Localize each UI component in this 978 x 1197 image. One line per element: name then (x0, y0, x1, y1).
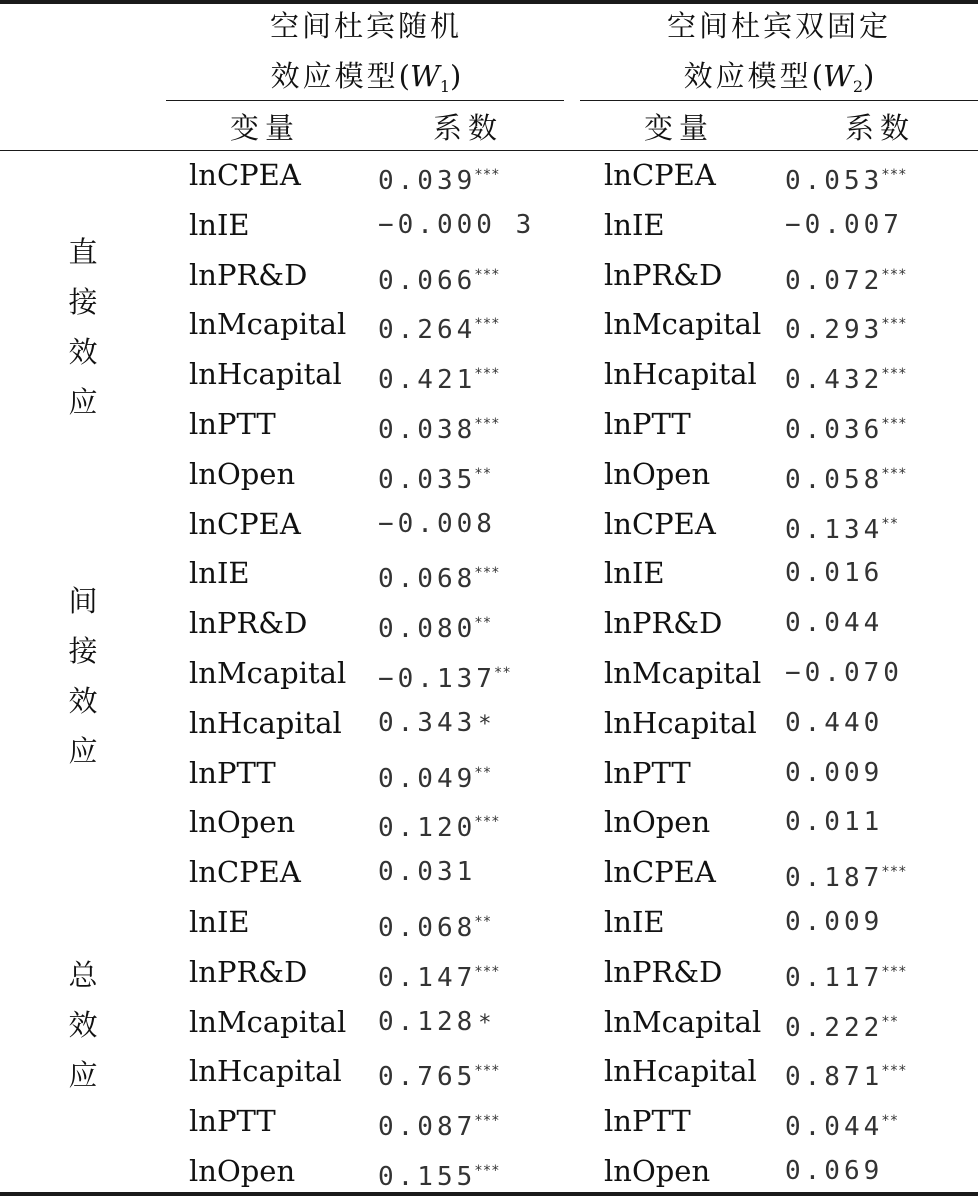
model1-header-rule (166, 100, 564, 101)
model1-coefficient-cell (378, 1005, 492, 1041)
model2-coefficient-value: 0.072 (785, 265, 884, 296)
table-row (0, 648, 978, 698)
model2-variable-cell: lnPTT (604, 1104, 691, 1139)
model1-variable-cell: lnHcapital (189, 1054, 342, 1089)
model1-coefficient-cell (378, 507, 496, 541)
model2-header-rule (580, 100, 978, 101)
model2-coefficient-cell (785, 905, 883, 939)
model1-coefficient-cell (378, 805, 500, 845)
model2-coefficient-cell (785, 656, 903, 690)
model1-coefficient-value: −0.000 3 (378, 209, 536, 240)
model2-coefficient-value: 0.011 (785, 807, 884, 838)
model2-weight-subscript: 2 (852, 77, 863, 96)
model1-significance-marker: ** (474, 465, 492, 482)
model2-coefficient-cell (785, 258, 907, 298)
model2-coefficient-cell (785, 507, 898, 547)
model1-significance-marker: *** (474, 1063, 500, 1080)
model1-coefficient-value: 0.765 (378, 1062, 477, 1093)
model2-coefficient-value: 0.016 (785, 558, 884, 589)
model2-variable-cell: lnPR&D (604, 606, 723, 641)
model1-coefficient-value: 0.066 (378, 265, 477, 296)
model1-variable-cell: lnHcapital (189, 357, 342, 392)
model2-variable-cell: lnMcapital (604, 656, 762, 690)
model1-coefficient-value: 0.068 (378, 564, 477, 595)
model1-coefficient-cell (378, 855, 476, 889)
model1-variable-cell: lnOpen (189, 1154, 296, 1188)
table-row (0, 1146, 978, 1196)
model2-variable-cell: lnMcapital (604, 1004, 762, 1039)
table-row (0, 449, 978, 499)
model1-coefficient-cell (378, 158, 500, 198)
model2-variable-cell: lnHcapital (604, 357, 757, 392)
model1-coefficient-value: 0.343 (378, 707, 477, 738)
table-row (0, 349, 978, 399)
model1-coefficient-value: 0.080 (378, 614, 477, 645)
model1-coefficient-cell (378, 258, 500, 298)
model2-coefficient-value: 0.222 (785, 1012, 884, 1043)
model1-variable-cell: lnCPEA (189, 506, 301, 541)
model1-coefficient-value: 0.031 (378, 857, 477, 888)
model1-coefficient-cell (378, 1104, 500, 1144)
model2-coefficient-cell (785, 208, 903, 242)
model1-significance-marker: *** (474, 814, 500, 831)
model1-significance-marker: ** (474, 764, 492, 781)
model2-variable-cell: lnCPEA (604, 855, 716, 890)
model1-title-line2: 效应模型$(W_1)$ (270, 59, 462, 96)
model2-coefficient-value: 0.044 (785, 1112, 884, 1143)
model1-variable-cell: lnPR&D (189, 257, 308, 292)
model1-coefficient-value: 0.087 (378, 1112, 477, 1143)
effect-group-label-char: 效 (68, 683, 98, 718)
model2-coefficient-value: 0.044 (785, 608, 884, 639)
model2-title-line2: 效应模型$(W_2)$ (683, 59, 875, 96)
model1-significance-marker: *** (474, 963, 500, 980)
model2-variable-cell: lnHcapital (604, 1054, 757, 1089)
model2-coefficient-value: 0.293 (785, 315, 884, 346)
model2-variable-cell: lnIE (604, 905, 665, 939)
model2-variable-cell: lnPR&D (604, 257, 723, 292)
model1-title-line1: 空间杜宾随机 (269, 9, 462, 43)
model2-coefficient-cell (785, 556, 883, 590)
model1-variable-cell: lnMcapital (189, 656, 347, 690)
model2-coefficient-cell (785, 855, 907, 895)
model2-coefficient-cell (785, 307, 907, 347)
model1-coefficient-cell (378, 407, 500, 447)
model1-variable-cell: lnIE (189, 905, 250, 939)
effect-group-label-char: 应 (68, 1057, 98, 1092)
model1-variable-cell: lnPTT (189, 1104, 276, 1139)
model1-significance-marker: * (478, 1010, 492, 1036)
model1-coefficient-cell (378, 208, 535, 242)
table-row (0, 748, 978, 798)
model1-significance-marker: *** (474, 316, 500, 333)
model1-variable-cell: lnPR&D (189, 606, 308, 641)
model1-variable-header: 变量 (229, 111, 300, 145)
table-bottom-rule (0, 1192, 978, 1196)
model2-variable-cell: lnOpen (604, 456, 711, 491)
model1-coefficient-value: 0.039 (378, 166, 477, 196)
model2-coefficient-value: 0.440 (785, 707, 884, 738)
effect-group-label-char: 应 (68, 385, 98, 420)
model2-variable-cell: lnCPEA (604, 506, 716, 541)
model1-coefficient-cell (378, 706, 492, 742)
table-row (0, 947, 978, 997)
effect-group-label-char: 接 (68, 633, 98, 668)
model2-coefficient-cell (785, 756, 883, 790)
model1-significance-marker: *** (474, 1113, 500, 1130)
model1-variable-cell: lnPTT (189, 407, 276, 441)
model2-significance-marker: ** (881, 1013, 899, 1030)
effect-group-label (60, 576, 106, 776)
model2-significance-marker: *** (881, 416, 907, 432)
model1-weight: W (410, 59, 440, 93)
table-row (0, 299, 978, 349)
model1-significance-marker: ** (474, 615, 492, 632)
model1-variable-cell: lnMcapital (189, 1004, 347, 1039)
table-row (0, 399, 978, 449)
model1-coefficient-cell (378, 756, 491, 796)
model1-variable-cell: lnCPEA (189, 158, 301, 192)
model2-coefficient-value: 0.134 (785, 514, 884, 545)
model2-coefficient-value: 0.117 (785, 962, 884, 993)
model2-coefficient-cell (785, 955, 907, 995)
model2-coefficient-value: 0.036 (785, 415, 884, 445)
model1-variable-cell: lnIE (189, 207, 250, 242)
model2-title-text: 效应模型 (683, 59, 812, 93)
model2-variable-cell: lnCPEA (604, 158, 716, 192)
model1-significance-marker: *** (474, 266, 500, 283)
model1-coefficient-cell (378, 656, 511, 696)
table-row (0, 150, 978, 200)
table-row (0, 897, 978, 947)
model1-coefficient-cell (378, 606, 491, 646)
model2-variable-cell: lnOpen (604, 1154, 711, 1188)
model2-coefficient-value: 0.009 (785, 907, 884, 937)
table-row (0, 598, 978, 648)
model2-coefficient-cell (785, 357, 907, 397)
model2-variable-cell: lnOpen (604, 805, 711, 840)
model1-significance-marker: *** (474, 565, 500, 582)
effect-group-label-char: 效 (68, 1007, 98, 1042)
model1-coefficient-cell (378, 955, 500, 995)
effect-group-label (60, 227, 106, 427)
model2-variable-cell: lnHcapital (604, 705, 757, 740)
model1-coefficient-value: 0.035 (378, 464, 477, 495)
model1-coefficient-cell (378, 357, 500, 397)
table-row (0, 1046, 978, 1096)
model2-coefficient-cell (785, 1154, 883, 1188)
model2-coefficient-value: 0.009 (785, 757, 884, 788)
model1-significance-marker: *** (474, 1163, 500, 1179)
model2-coefficient-cell (785, 457, 907, 497)
model1-coefficient-cell (378, 457, 491, 497)
model2-coefficient-cell (785, 158, 907, 198)
table-row (0, 499, 978, 549)
model1-coefficient-value: 0.068 (378, 913, 477, 943)
model2-variable-cell: lnPTT (604, 407, 691, 441)
model1-variable-cell: lnOpen (189, 456, 296, 491)
model1-variable-cell: lnIE (189, 556, 250, 591)
model1-variable-cell: lnMcapital (189, 307, 347, 342)
model2-coefficient-cell (785, 706, 883, 740)
effect-group-label (60, 950, 106, 1100)
model2-coefficient-cell (785, 407, 907, 447)
model1-coefficient-value: −0.137 (378, 664, 496, 694)
model1-coefficient-cell (378, 1054, 500, 1094)
effect-group-label-char: 效 (68, 335, 98, 370)
model2-coefficient-cell (785, 1104, 898, 1144)
model2-significance-marker: ** (881, 515, 899, 532)
model1-coefficient-header: 系数 (432, 111, 503, 145)
model2-coefficient-cell (785, 805, 883, 839)
model2-coefficient-cell (785, 1054, 907, 1094)
model2-significance-marker: *** (881, 316, 907, 333)
model1-significance-marker: * (478, 711, 492, 737)
model1-coefficient-value: 0.264 (378, 315, 477, 346)
model1-significance-marker: *** (474, 416, 500, 432)
model2-coefficient-value: 0.069 (785, 1156, 884, 1186)
model1-significance-marker: ** (474, 914, 492, 930)
table-row (0, 698, 978, 748)
table-row (0, 250, 978, 300)
model2-variable-cell: lnMcapital (604, 307, 762, 342)
model1-coefficient-value: 0.120 (378, 813, 477, 844)
effect-group-label-char: 应 (68, 733, 98, 768)
model1-significance-marker: *** (474, 167, 500, 183)
model2-coefficient-value: 0.187 (785, 863, 884, 894)
table-row (0, 797, 978, 847)
model2-coefficient-value: 0.053 (785, 166, 884, 196)
table-row (0, 548, 978, 598)
model1-coefficient-value: 0.038 (378, 415, 477, 445)
model2-significance-marker: *** (881, 864, 907, 881)
model1-variable-cell: lnHcapital (189, 705, 342, 740)
model1-coefficient-cell (378, 556, 500, 596)
model1-weight-subscript: 1 (439, 77, 450, 96)
model2-variable-cell: lnIE (604, 556, 665, 591)
model1-coefficient-value: 0.155 (378, 1162, 477, 1192)
model1-coefficient-value: 0.147 (378, 962, 477, 993)
model2-variable-cell: lnIE (604, 207, 665, 242)
model2-coefficient-cell (785, 1005, 898, 1045)
model1-significance-marker: *** (474, 366, 500, 383)
model1-significance-marker: ** (493, 665, 511, 681)
model1-coefficient-cell (378, 905, 491, 945)
model2-coefficient-value: 0.058 (785, 464, 884, 495)
model1-variable-cell: lnOpen (189, 805, 296, 840)
table-row (0, 847, 978, 897)
model1-coefficient-cell (378, 307, 500, 347)
model2-significance-marker: *** (881, 366, 907, 383)
model2-significance-marker: ** (881, 1113, 899, 1130)
table-row (0, 1096, 978, 1146)
effect-group-label-char: 总 (68, 957, 98, 992)
model2-coefficient-value: −0.070 (785, 658, 903, 688)
model2-coefficient-cell (785, 606, 883, 640)
model2-significance-marker: *** (881, 266, 907, 283)
table-row (0, 200, 978, 250)
model1-variable-cell: lnPTT (189, 755, 276, 790)
effect-group-label-char: 直 (68, 235, 98, 270)
model2-significance-marker: *** (881, 465, 907, 482)
table-row (0, 997, 978, 1047)
model2-title-line1: 空间杜宾双固定 (666, 9, 891, 43)
model2-variable-header: 变量 (643, 111, 714, 145)
effect-group-label-char: 间 (68, 583, 98, 618)
model1-coefficient-value: 0.128 (378, 1006, 477, 1037)
model2-variable-cell: lnPR&D (604, 954, 723, 989)
effect-group-label-char: 接 (68, 285, 98, 320)
model2-coefficient-header: 系数 (844, 111, 915, 145)
model2-coefficient-value: 0.871 (785, 1062, 884, 1093)
model1-coefficient-value: −0.008 (378, 508, 496, 539)
model2-weight: W (823, 59, 853, 93)
model1-title-text: 效应模型 (270, 59, 399, 93)
model2-significance-marker: *** (881, 963, 907, 980)
model1-variable-cell: lnPR&D (189, 954, 308, 989)
model1-coefficient-cell (378, 1154, 500, 1194)
model2-variable-cell: lnPTT (604, 755, 691, 790)
model1-coefficient-value: 0.421 (378, 365, 477, 396)
model1-coefficient-value: 0.049 (378, 763, 477, 794)
model2-coefficient-value: 0.432 (785, 365, 884, 396)
model2-coefficient-value: −0.007 (785, 209, 903, 240)
model2-significance-marker: *** (881, 1063, 907, 1080)
model1-variable-cell: lnCPEA (189, 855, 301, 890)
model2-significance-marker: *** (881, 167, 907, 183)
